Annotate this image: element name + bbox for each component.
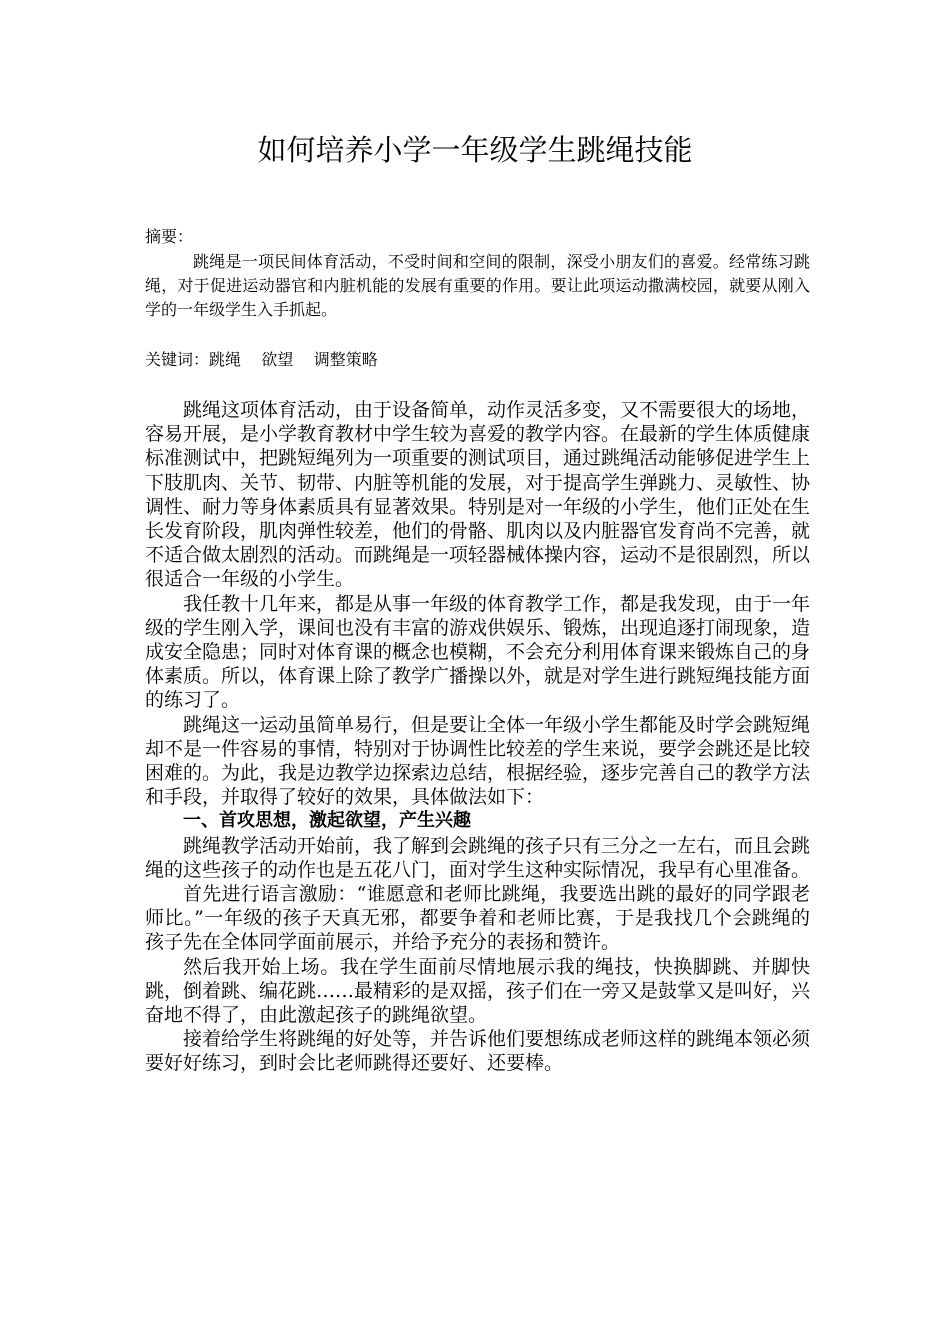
keywords-text: 关键词：跳绳 欲望 调整策略 xyxy=(145,350,378,369)
abstract-text: 跳绳是一项民间体育活动，不受时间和空间的限制，深受小朋友们的喜爱。经常练习跳绳，对于促进运动器官和内脏机能的发展有重要的作用。要让此项运动撒满校园，就要从刚入学的一年级学生入手抓起。 xyxy=(145,252,810,319)
body-paragraph: 首先进行语言激励：“谁愿意和老师比跳绳，我要选出跳的最好的同学跟老师比。”一年级的孩子天真无邪，都要争着和老师比赛，于是我找几个会跳绳的孩子先在全体同学面前展示，并给予充分的表扬和赞许。 xyxy=(145,883,810,954)
keywords-line xyxy=(145,349,378,371)
body-paragraph: 跳绳教学活动开始前，我了解到会跳绳的孩子只有三分之一左右，而且会跳绳的这些孩子的动作也是五花八门，面对学生这种实际情况，我早有心里准备。 xyxy=(145,834,811,881)
main-body xyxy=(145,398,810,1076)
body-paragraph: 接着给学生将跳绳的好处等，并告诉他们要想练成老师这样的跳绳本领必须要好好练习，到时会比老师跳得还要好、还要棒。 xyxy=(145,1028,811,1075)
abstract-label: 摘要： xyxy=(145,227,194,246)
document-title: 如何培养小学一年级学生跳绳技能 xyxy=(257,133,693,167)
body-paragraph: 然后我开始上场。我在学生面前尽情地展示我的绳技，快换脚跳、并脚快跳，倒着跳、编花跳……最精彩的是双摇，孩子们在一旁又是鼓掌又是叫好，兴奋地不得了，由此激起孩子的跳绳欲望。 xyxy=(145,955,811,1027)
body-paragraph: 跳绳这一运动虽简单易行，但是要让全体一年级小学生都能及时学会跳短绳却不是一件容易的事情，特别对于协调性比较差的学生来说，要学会跳还是比较困难的。为此，我是边教学边探索边总结，根据经验，逐步完善自己的教学方法和手段，并取得了较好的效果，具体做法如下： xyxy=(145,713,811,809)
body-paragraph: 我任教十几年来，都是从事一年级的体育教学工作，都是我发现，由于一年级的学生刚入学，课间也没有丰富的游戏供娱乐、锻炼，出现追逐打闹现象，造成安全隐患；同时对体育课的概念也模糊，不会充分利用体育课来锻炼自己的身体素质。所以，体育课上除了教学广播操以外，就是对学生进行跳短绳技能方面的练习了。 xyxy=(145,592,811,712)
section-heading: 一、首攻思想，激起欲望，产生兴趣 xyxy=(183,810,471,832)
body-paragraph: 跳绳这项体育活动，由于设备简单，动作灵活多变，又不需要很大的场地，容易开展，是小学教育教材中学生较为喜爱的教学内容。在最新的学生体质健康标准测试中，把跳短绳列为一项重要的测试项目，通过跳绳活动能够促进学生上下肢肌肉、关节、韧带、内脏等机能的发展，对于提高学生弹跳力、灵敏性、协调性、耐力等身体素质具有显著效果。特别是对一年级的小学生，他们正处在生长发育阶段，肌肉弹性较差，他们的骨骼、肌肉以及内脏器官发育尚不完善，就不适合做太剧烈的活动。而跳绳是一项轻器械体操内容，运动不是很剧烈，所以很适合一年级的小学生。 xyxy=(145,399,811,591)
